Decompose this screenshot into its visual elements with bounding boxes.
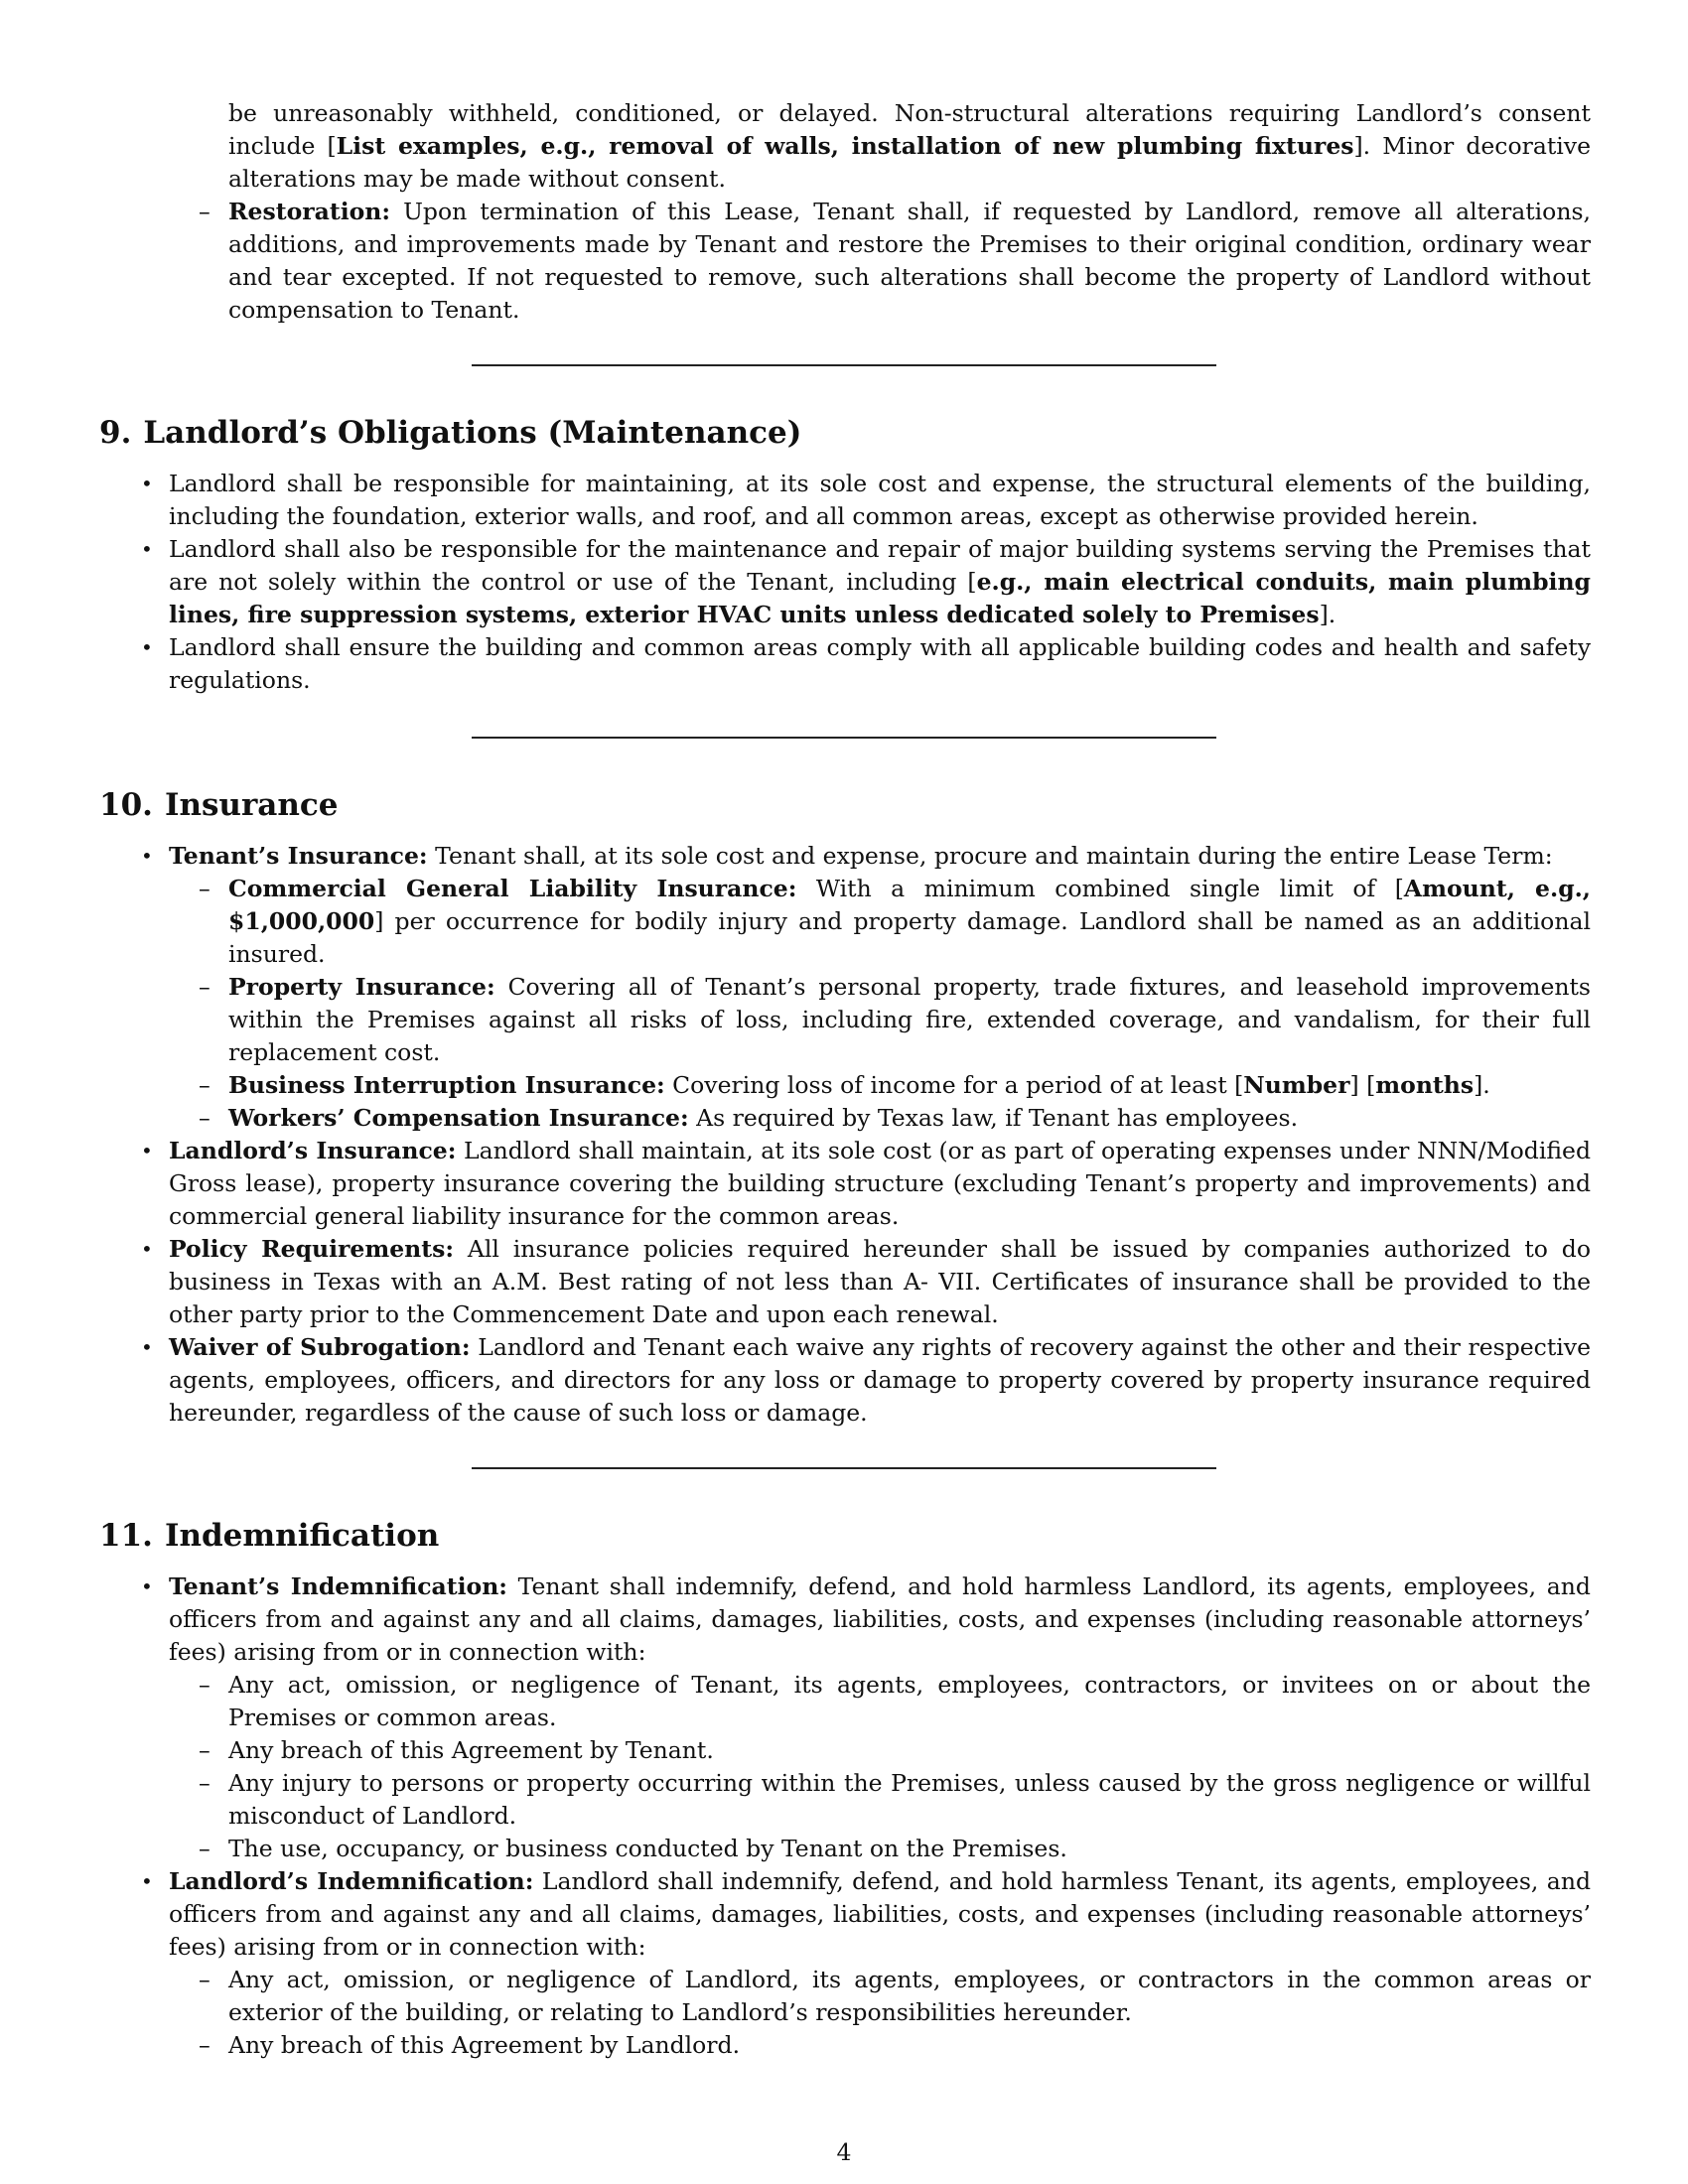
tenant-indemnification-item: • Tenant’s Indemnification: Tenant shall indemnify, defend, and hold harmless Landlord, its agents, employees, and officers from and against any and all claims, damages, liabilities, costs, and expenses (including reasonable attorneys’ fees) arising from or in connection with: — [141, 1572, 1591, 1666]
cgl-insurance-item: – Commercial General Liability Insurance: With a minimum combined single limit of [Amount, e.g., $1,000,000] per occurrence for bodily injury and property damage. Landlord shall be named as an additional insured. — [199, 875, 1591, 968]
list-item: – Any act, omission, or negligence of Tenant, its agents, employees, contractors, or invitees on or about the Premises or common areas. — [199, 1671, 1591, 1731]
waiver-subrogation-item: • Waiver of Subrogation: Landlord and Tenant each waive any rights of recovery against the other and their respective agents, employees, officers, and directors for any loss or damage to property covered by property insurance required hereunder, regardless of the cause of such loss or damage. — [141, 1333, 1591, 1427]
dash-marker: – — [199, 198, 211, 225]
property-insurance-item: – Property Insurance: Covering all of Tenant’s personal property, trade fixtures, and leasehold improvements within the Premises against all risks of loss, including fire, extended coverage, and vandalism, for their full replacement cost. — [199, 973, 1591, 1066]
business-interruption-item: – Business Interruption Insurance: Covering loss of income for a period of at least [Number] [months]. — [199, 1071, 1490, 1099]
list-item: – Any injury to persons or property occurring within the Premises, unless caused by the gross negligence or willful misconduct of Landlord. — [199, 1769, 1591, 1830]
list-item: – Any breach of this Agreement by Landlord. — [199, 2031, 741, 2059]
section-heading-9: 9. Landlord’s Obligations (Maintenance) — [99, 415, 802, 451]
policy-requirements-item: • Policy Requirements: All insurance policies required hereunder shall be issued by companies authorized to do business in Texas with an A.M. Best rating of not less than A- VII. Certificates of insurance shall be provided to the other party prior to the Commencement Date and upon each renewal. — [141, 1235, 1591, 1328]
list-item: – Any act, omission, or negligence of Landlord, its agents, employees, or contractors in the common areas or exterior of the building, or relating to Landlord’s responsibilities hereunder. — [199, 1966, 1591, 2026]
alterations-continuation: be unreasonably withheld, conditioned, or delayed. Non-structural alterations requiring Landlord’s consent include [List examples, e.g., removal of walls, installation of new plumbing fixtures]. Minor decorative alterations may be made without consent. — [228, 99, 1591, 193]
tenant-insurance-item: • Tenant’s Insurance: Tenant shall, at its sole cost and expense, procure and maintain during the entire Lease Term: — [141, 842, 1553, 870]
list-item: • Landlord shall be responsible for maintaining, at its sole cost and expense, the structural elements of the building, including the foundation, exterior walls, and roof, and all common areas, except as otherwise provided herein. — [141, 470, 1591, 530]
document-page — [99, 97, 1591, 2062]
list-item: – The use, occupancy, or business conducted by Tenant on the Premises. — [199, 1835, 1067, 1862]
section-heading-10: 10. Insurance — [99, 787, 339, 823]
section-divider — [472, 364, 1216, 366]
list-item: • Landlord shall also be responsible for the maintenance and repair of major building systems serving the Premises that are not solely within the control or use of the Tenant, including [e.g., main electrical conduits, main plumbing lines, fire suppression systems, exterior HVAC units unless dedicated solely to Premises]. — [141, 535, 1591, 628]
landlord-indemnification-item: • Landlord’s Indemnification: Landlord shall indemnify, defend, and hold harmless Tenant, its agents, employees, and officers from and against any and all claims, damages, liabilities, costs, and expenses (including reasonable attorneys’ fees) arising from or in connection with: — [141, 1867, 1591, 1961]
list-item: • Landlord shall ensure the building and common areas comply with all applicable building codes and health and safety regulations. — [141, 633, 1591, 694]
list-item: – Any breach of this Agreement by Tenant. — [199, 1736, 714, 1764]
landlord-insurance-item: • Landlord’s Insurance: Landlord shall maintain, at its sole cost (or as part of operating expenses under NNN/Modified Gross lease), property insurance covering the building structure (excluding Tenant’s property and improvements) and commercial general liability insurance for the common areas. — [141, 1137, 1591, 1230]
section-divider — [472, 1467, 1216, 1469]
section-divider — [472, 737, 1216, 739]
page-number: 4 — [836, 2138, 852, 2166]
workers-comp-item: – Workers’ Compensation Insurance: As required by Texas law, if Tenant has employees. — [199, 1104, 1299, 1132]
restoration-item: – Restoration: Upon termination of this Lease, Tenant shall, if requested by Landlord, remove all alterations, additions, and improvements made by Tenant and restore the Premises to their original condition, ordinary wear and tear excepted. If not requested to remove, such alterations shall become the property of Landlord without compensation to Tenant. — [199, 198, 1591, 324]
section-heading-11: 11. Indemnification — [99, 1518, 440, 1554]
